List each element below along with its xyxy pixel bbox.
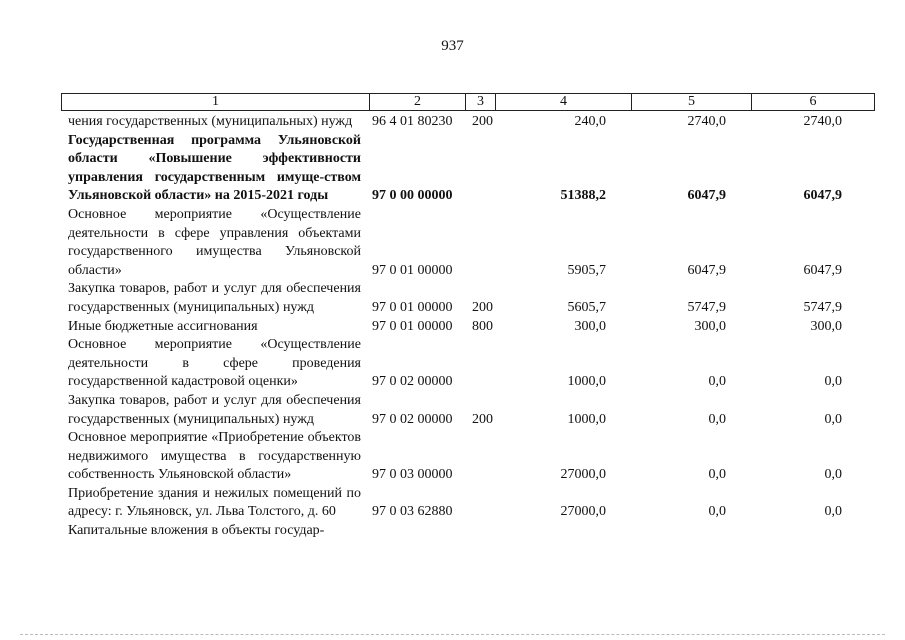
row-value-col6: 300,0 [810, 318, 842, 334]
table-row [68, 485, 858, 522]
row-description: Закупка товаров, работ и услуг для обеспечения государственных (муниципальных) нужд [68, 281, 361, 315]
page-bottom-divider [20, 634, 885, 635]
row-description: Капитальные вложения в объекты государ- [68, 523, 325, 539]
row-code: 97 0 02 00000 [372, 411, 453, 427]
header-col-3: 3 [466, 94, 496, 110]
row-description: чения государственных (муниципальных) нужд [68, 114, 353, 129]
row-value-col5: 300,0 [694, 318, 726, 334]
page-number: 937 [441, 38, 464, 54]
row-value-col5: 0,0 [708, 374, 726, 390]
row-code: 97 0 02 00000 [372, 374, 453, 390]
row-value-col4: 1000,0 [567, 411, 606, 427]
row-value-col5: 0,0 [708, 411, 726, 427]
row-description: Основное мероприятие «Осуществление деятельности в сфере проведения государственной кадастровой оценки» [68, 337, 361, 390]
row-value-col4: 240,0 [574, 114, 606, 129]
row-description: Основное мероприятие «Приобретение объектов недвижимого имущества в государственную собственность Ульяновской области» [68, 430, 361, 483]
row-code: 97 0 00 00000 [372, 188, 453, 204]
header-col-6: 6 [809, 94, 817, 109]
row-value-col4: 300,0 [574, 318, 606, 334]
row-description: Основное мероприятие «Осуществление деятельности в сфере управления объектами государственного имущества Ульяновской области» [68, 206, 361, 278]
table-row [68, 429, 858, 485]
row-description: Государственная программа Ульяновской области «Повышение эффективности управления государственным имуще-ством Ульяновской области» на 2015-2021 годы [68, 132, 361, 204]
row-value-col4: 27000,0 [560, 504, 606, 520]
table-header [61, 93, 875, 111]
row-value-col5: 0,0 [708, 467, 726, 483]
row-kind: 800 [472, 318, 493, 334]
row-code: 97 0 01 00000 [372, 262, 453, 278]
row-code: 97 0 01 00000 [372, 318, 453, 334]
row-value-col5: 6047,9 [687, 262, 726, 278]
row-value-col6: 0,0 [824, 411, 842, 427]
row-kind: 200 [472, 114, 493, 129]
row-value-col4: 51388,2 [560, 188, 606, 204]
row-description: Иные бюджетные ассигнования [68, 318, 258, 334]
header-col-5: 5 [632, 94, 752, 110]
row-value-col4: 1000,0 [567, 374, 606, 390]
table-body [68, 113, 858, 541]
row-value-col5: 0,0 [708, 504, 726, 520]
row-value-col5: 2740,0 [687, 114, 726, 129]
table-row [68, 206, 858, 280]
table-row [68, 522, 858, 541]
table-row [68, 336, 858, 392]
table-row [68, 318, 858, 337]
header-col-4: 4 [496, 94, 632, 110]
row-value-col6: 0,0 [824, 467, 842, 483]
row-value-col6: 0,0 [824, 504, 842, 520]
header-col-2: 2 [370, 94, 466, 110]
row-value-col4: 27000,0 [560, 467, 606, 483]
row-value-col4: 5605,7 [567, 299, 606, 315]
row-value-col6: 5747,9 [803, 299, 842, 315]
row-kind: 200 [472, 411, 493, 427]
row-value-col6: 2740,0 [803, 114, 842, 129]
table-row [68, 132, 858, 206]
row-value-col6: 0,0 [824, 374, 842, 390]
row-value-col5: 5747,9 [687, 299, 726, 315]
row-value-col6: 6047,9 [803, 188, 842, 204]
row-value-col6: 6047,9 [803, 262, 842, 278]
row-value-col4: 5905,7 [567, 262, 606, 278]
table-row [68, 392, 858, 429]
row-code: 97 0 01 00000 [372, 299, 453, 315]
row-code: 97 0 03 00000 [372, 467, 453, 483]
row-code: 97 0 03 62880 [372, 504, 453, 520]
row-description: Закупка товаров, работ и услуг для обеспечения государственных (муниципальных) нужд [68, 392, 361, 427]
row-kind: 200 [472, 299, 493, 315]
header-col-1: 1 [62, 94, 370, 110]
row-value-col5: 6047,9 [687, 188, 726, 204]
table-row [68, 113, 858, 132]
table-row [68, 280, 858, 317]
row-description: Приобретение здания и нежилых помещений по адресу: г. Ульяновск, ул. Льва Толстого, д. 60 [68, 485, 361, 520]
row-code: 96 4 01 80230 [372, 114, 453, 129]
